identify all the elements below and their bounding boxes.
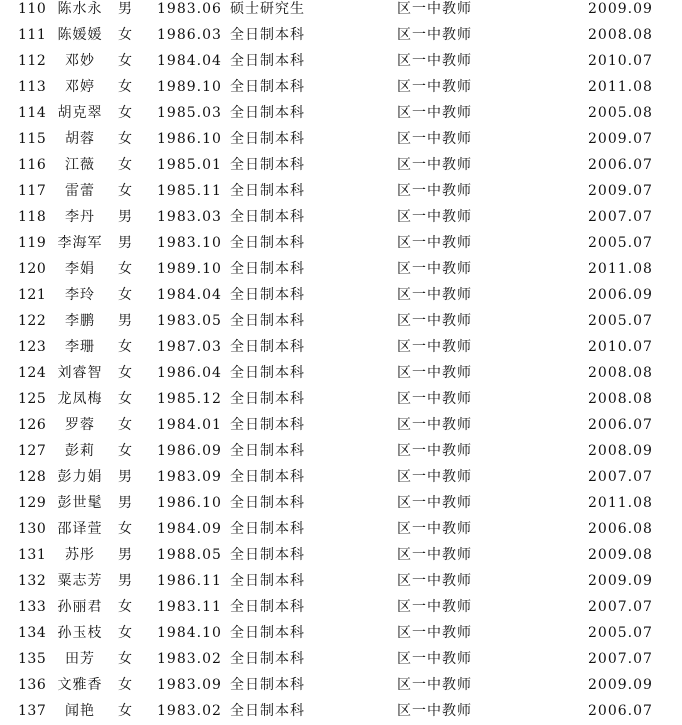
row-number: 127	[18, 443, 47, 459]
work-start-date: 2006.07	[588, 417, 653, 433]
teacher-name: 李海军	[57, 235, 103, 251]
row-number: 137	[18, 703, 47, 719]
row-number: 111	[18, 27, 47, 43]
work-start-date: 2006.08	[588, 521, 653, 537]
education-level: 全日制本科	[230, 417, 305, 433]
education-level: 全日制本科	[230, 443, 305, 459]
education-level: 全日制本科	[230, 521, 305, 537]
birth-date: 1986.04	[157, 365, 222, 381]
education-level: 全日制本科	[230, 365, 305, 381]
birth-date: 1984.09	[157, 521, 222, 537]
work-unit: 区一中教师	[397, 677, 472, 693]
education-level: 全日制本科	[230, 469, 305, 485]
work-unit: 区一中教师	[397, 209, 472, 225]
row-number: 114	[18, 105, 47, 121]
education-level: 全日制本科	[230, 27, 305, 43]
work-start-date: 2011.08	[588, 495, 653, 511]
teacher-name: 闻艳	[65, 703, 95, 719]
table-row	[0, 360, 682, 386]
table-row	[0, 256, 682, 282]
work-unit: 区一中教师	[397, 183, 472, 199]
education-level: 全日制本科	[230, 287, 305, 303]
table-row	[0, 282, 682, 308]
teacher-name: 李丹	[65, 209, 95, 225]
teacher-gender: 男	[118, 313, 132, 329]
teacher-name: 彭莉	[65, 443, 95, 459]
education-level: 全日制本科	[230, 339, 305, 355]
row-number: 130	[18, 521, 47, 537]
teacher-name: 文雅香	[57, 677, 103, 693]
birth-date: 1989.10	[157, 79, 222, 95]
work-start-date: 2006.09	[588, 287, 653, 303]
teacher-gender: 女	[118, 677, 132, 693]
table-row	[0, 568, 682, 594]
education-level: 全日制本科	[230, 131, 305, 147]
row-number: 126	[18, 417, 47, 433]
table-row	[0, 516, 682, 542]
work-start-date: 2005.07	[588, 625, 653, 641]
row-number: 118	[18, 209, 47, 225]
birth-date: 1985.01	[157, 157, 222, 173]
work-start-date: 2006.07	[588, 157, 653, 173]
work-unit: 区一中教师	[397, 365, 472, 381]
teacher-gender: 女	[118, 703, 132, 719]
birth-date: 1983.02	[157, 703, 222, 719]
teacher-gender: 女	[118, 183, 132, 199]
education-level: 全日制本科	[230, 677, 305, 693]
teacher-name: 邓妙	[65, 53, 95, 69]
work-unit: 区一中教师	[397, 131, 472, 147]
education-level: 全日制本科	[230, 261, 305, 277]
work-start-date: 2005.07	[588, 313, 653, 329]
work-start-date: 2011.08	[588, 79, 653, 95]
work-start-date: 2008.08	[588, 365, 653, 381]
birth-date: 1986.11	[157, 573, 222, 589]
work-unit: 区一中教师	[397, 105, 472, 121]
work-start-date: 2009.08	[588, 547, 653, 563]
work-start-date: 2005.07	[588, 235, 653, 251]
row-number: 132	[18, 573, 47, 589]
education-level: 全日制本科	[230, 495, 305, 511]
row-number: 125	[18, 391, 47, 407]
teacher-name: 粟志芳	[57, 573, 103, 589]
teacher-name: 龙凤梅	[57, 391, 103, 407]
teacher-gender: 女	[118, 261, 132, 277]
education-level: 全日制本科	[230, 547, 305, 563]
education-level: 全日制本科	[230, 183, 305, 199]
row-number: 133	[18, 599, 47, 615]
birth-date: 1986.10	[157, 495, 222, 511]
teacher-name: 李鹏	[65, 313, 95, 329]
birth-date: 1988.05	[157, 547, 222, 563]
row-number: 121	[18, 287, 47, 303]
birth-date: 1984.01	[157, 417, 222, 433]
birth-date: 1989.10	[157, 261, 222, 277]
birth-date: 1984.04	[157, 53, 222, 69]
row-number: 124	[18, 365, 47, 381]
table-row	[0, 698, 682, 724]
work-unit: 区一中教师	[397, 443, 472, 459]
work-unit: 区一中教师	[397, 573, 472, 589]
table-row	[0, 230, 682, 256]
teacher-gender: 女	[118, 287, 132, 303]
education-level: 全日制本科	[230, 573, 305, 589]
work-start-date: 2008.08	[588, 27, 653, 43]
teacher-gender: 女	[118, 157, 132, 173]
table-row	[0, 100, 682, 126]
teacher-gender: 女	[118, 651, 132, 667]
table-row	[0, 126, 682, 152]
teacher-gender: 女	[118, 391, 132, 407]
teacher-gender: 女	[118, 521, 132, 537]
teacher-gender: 男	[118, 547, 132, 563]
education-level: 全日制本科	[230, 703, 305, 719]
work-unit: 区一中教师	[397, 547, 472, 563]
work-unit: 区一中教师	[397, 391, 472, 407]
teacher-gender: 男	[118, 469, 132, 485]
teacher-name: 李玲	[65, 287, 95, 303]
table-row	[0, 334, 682, 360]
teacher-name: 罗蓉	[65, 417, 95, 433]
birth-date: 1983.09	[157, 677, 222, 693]
education-level: 全日制本科	[230, 391, 305, 407]
teacher-gender: 男	[118, 1, 132, 17]
row-number: 131	[18, 547, 47, 563]
table-row	[0, 0, 682, 22]
work-start-date: 2009.07	[588, 131, 653, 147]
table-row	[0, 542, 682, 568]
teacher-gender: 女	[118, 27, 132, 43]
teacher-gender: 女	[118, 599, 132, 615]
teacher-gender: 女	[118, 105, 132, 121]
work-unit: 区一中教师	[397, 157, 472, 173]
row-number: 135	[18, 651, 47, 667]
teacher-name: 陈媛媛	[57, 27, 103, 43]
work-start-date: 2009.09	[588, 1, 653, 17]
work-unit: 区一中教师	[397, 79, 472, 95]
work-start-date: 2008.08	[588, 391, 653, 407]
table-row	[0, 620, 682, 646]
birth-date: 1984.04	[157, 287, 222, 303]
education-level: 全日制本科	[230, 599, 305, 615]
work-unit: 区一中教师	[397, 417, 472, 433]
row-number: 122	[18, 313, 47, 329]
birth-date: 1983.02	[157, 651, 222, 667]
work-start-date: 2007.07	[588, 209, 653, 225]
work-start-date: 2009.09	[588, 573, 653, 589]
birth-date: 1983.11	[157, 599, 222, 615]
teacher-name: 江薇	[65, 157, 95, 173]
work-unit: 区一中教师	[397, 1, 472, 17]
education-level: 全日制本科	[230, 313, 305, 329]
teacher-gender: 女	[118, 625, 132, 641]
work-unit: 区一中教师	[397, 599, 472, 615]
table-row	[0, 152, 682, 178]
table-row	[0, 22, 682, 48]
birth-date: 1985.11	[157, 183, 222, 199]
birth-date: 1983.03	[157, 209, 222, 225]
birth-date: 1983.09	[157, 469, 222, 485]
row-number: 134	[18, 625, 47, 641]
work-start-date: 2007.07	[588, 469, 653, 485]
birth-date: 1987.03	[157, 339, 222, 355]
row-number: 116	[18, 157, 47, 173]
birth-date: 1986.09	[157, 443, 222, 459]
teacher-gender: 女	[118, 443, 132, 459]
work-unit: 区一中教师	[397, 53, 472, 69]
teacher-gender: 女	[118, 339, 132, 355]
work-start-date: 2007.07	[588, 651, 653, 667]
teacher-name: 孙玉枝	[57, 625, 103, 641]
work-unit: 区一中教师	[397, 339, 472, 355]
work-start-date: 2009.07	[588, 183, 653, 199]
work-start-date: 2007.07	[588, 599, 653, 615]
education-level: 全日制本科	[230, 105, 305, 121]
teacher-gender: 女	[118, 131, 132, 147]
teacher-name: 田芳	[65, 651, 95, 667]
birth-date: 1983.05	[157, 313, 222, 329]
teacher-gender: 女	[118, 79, 132, 95]
row-number: 115	[18, 131, 47, 147]
education-level: 全日制本科	[230, 79, 305, 95]
row-number: 117	[18, 183, 47, 199]
teacher-name: 李娟	[65, 261, 95, 277]
teacher-name: 李珊	[65, 339, 95, 355]
work-unit: 区一中教师	[397, 469, 472, 485]
work-unit: 区一中教师	[397, 261, 472, 277]
teacher-name: 邓婷	[65, 79, 95, 95]
row-number: 112	[18, 53, 47, 69]
birth-date: 1986.03	[157, 27, 222, 43]
teacher-gender: 男	[118, 495, 132, 511]
work-unit: 区一中教师	[397, 287, 472, 303]
education-level: 全日制本科	[230, 235, 305, 251]
work-unit: 区一中教师	[397, 27, 472, 43]
teacher-gender: 男	[118, 235, 132, 251]
work-start-date: 2011.08	[588, 261, 653, 277]
education-level: 全日制本科	[230, 625, 305, 641]
education-level: 硕士研究生	[230, 1, 305, 17]
teacher-name: 邵译萱	[57, 521, 103, 537]
row-number: 119	[18, 235, 47, 251]
birth-date: 1983.10	[157, 235, 222, 251]
work-start-date: 2010.07	[588, 53, 653, 69]
teacher-gender: 男	[118, 209, 132, 225]
teacher-name: 苏彤	[65, 547, 95, 563]
teacher-name: 胡蓉	[65, 131, 95, 147]
table-row	[0, 438, 682, 464]
table-row	[0, 594, 682, 620]
work-unit: 区一中教师	[397, 651, 472, 667]
education-level: 全日制本科	[230, 157, 305, 173]
teacher-name: 雷蕾	[65, 183, 95, 199]
table-row	[0, 490, 682, 516]
teacher-gender: 女	[118, 53, 132, 69]
work-unit: 区一中教师	[397, 313, 472, 329]
work-unit: 区一中教师	[397, 625, 472, 641]
table-row	[0, 672, 682, 698]
teacher-name: 彭世髦	[57, 495, 103, 511]
work-start-date: 2006.07	[588, 703, 653, 719]
teacher-name: 孙丽君	[57, 599, 103, 615]
teacher-gender: 男	[118, 573, 132, 589]
education-level: 全日制本科	[230, 209, 305, 225]
table-row	[0, 412, 682, 438]
work-unit: 区一中教师	[397, 495, 472, 511]
table-row	[0, 646, 682, 672]
work-unit: 区一中教师	[397, 703, 472, 719]
teacher-name: 彭力娟	[57, 469, 103, 485]
row-number: 113	[18, 79, 47, 95]
birth-date: 1984.10	[157, 625, 222, 641]
birth-date: 1983.06	[157, 1, 222, 17]
birth-date: 1986.10	[157, 131, 222, 147]
row-number: 129	[18, 495, 47, 511]
teacher-name: 刘睿智	[57, 365, 103, 381]
teacher-name: 胡克翠	[57, 105, 103, 121]
work-start-date: 2010.07	[588, 339, 653, 355]
work-start-date: 2009.09	[588, 677, 653, 693]
education-level: 全日制本科	[230, 53, 305, 69]
education-level: 全日制本科	[230, 651, 305, 667]
teacher-name: 陈水永	[57, 1, 103, 17]
table-row	[0, 308, 682, 334]
work-unit: 区一中教师	[397, 521, 472, 537]
birth-date: 1985.03	[157, 105, 222, 121]
row-number: 128	[18, 469, 47, 485]
row-number: 136	[18, 677, 47, 693]
birth-date: 1985.12	[157, 391, 222, 407]
table-row	[0, 386, 682, 412]
table-row	[0, 48, 682, 74]
table-row	[0, 178, 682, 204]
table-row	[0, 464, 682, 490]
row-number: 120	[18, 261, 47, 277]
table-row	[0, 204, 682, 230]
work-start-date: 2005.08	[588, 105, 653, 121]
teacher-gender: 女	[118, 417, 132, 433]
row-number: 110	[18, 1, 47, 17]
work-start-date: 2008.09	[588, 443, 653, 459]
row-number: 123	[18, 339, 47, 355]
table-row	[0, 74, 682, 100]
work-unit: 区一中教师	[397, 235, 472, 251]
teacher-gender: 女	[118, 365, 132, 381]
